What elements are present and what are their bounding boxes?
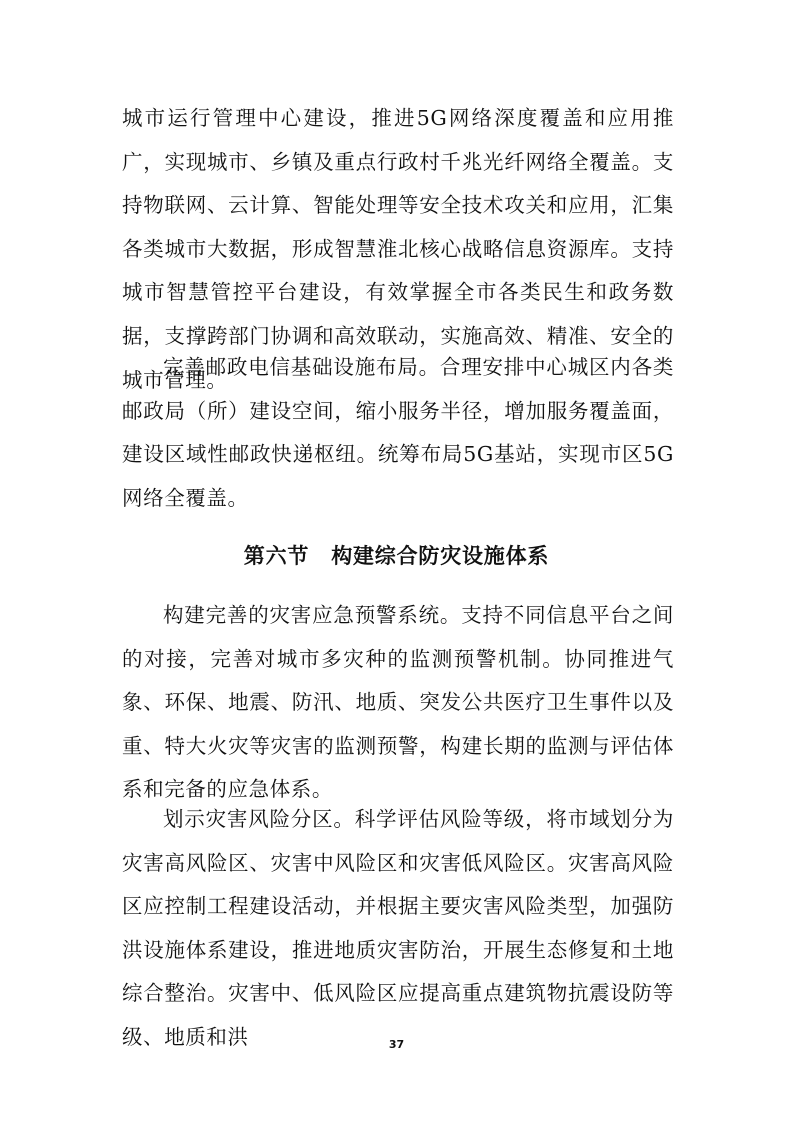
- section-heading: [0, 540, 793, 570]
- section-number: 第六节: [243, 544, 310, 568]
- paragraph-risk-zoning: 划示灾害风险分区。科学评估风险等级，将市域划分为灾害高风险区、灾害中风险区和灾害低风险区。灾害高风险区应控制工程建设活动，并根据主要灾害风险类型，加强防洪设施体系建设，推进地质灾害防治，开展生态修复和土地综合整治。灾害中、低风险区应提高重点建筑物抗震设防等级、地质和洪: [122, 807, 674, 1049]
- paragraph-postal-telecom: 完善邮政电信基础设施布局。合理安排中心城区内各类邮政局（所）建设空间，缩小服务半径，增加服务覆盖面，建设区域性邮政快递枢纽。统筹布局5G基站，实现市区5G网络全覆盖。: [122, 355, 674, 510]
- section-title: 构建综合防灾设施体系: [331, 544, 550, 568]
- paragraph-smart-city: 城市运行管理中心建设，推进5G网络深度覆盖和应用推广，实现城市、乡镇及重点行政村千兆光纤网络全覆盖。支持物联网、云计算、智能处理等安全技术攻关和应用，汇集各类城市大数据，形成智慧淮北核心战略信息资源库。支持城市智慧管控平台建设，有效掌握全市各类民生和政务数据，支撑跨部门协调和高效联动，实施高效、精准、安全的城市管理。: [122, 106, 674, 392]
- paragraph-disaster-warning: 构建完善的灾害应急预警系统。支持不同信息平台之间的对接，完善对城市多灾种的监测预警机制。协同推进气象、环保、地震、防汛、地质、突发公共医疗卫生事件以及重、特大火灾等灾害的监测预警，构建长期的监测与评估体系和完备的应急体系。: [122, 603, 674, 802]
- page-number: 37: [388, 1038, 405, 1051]
